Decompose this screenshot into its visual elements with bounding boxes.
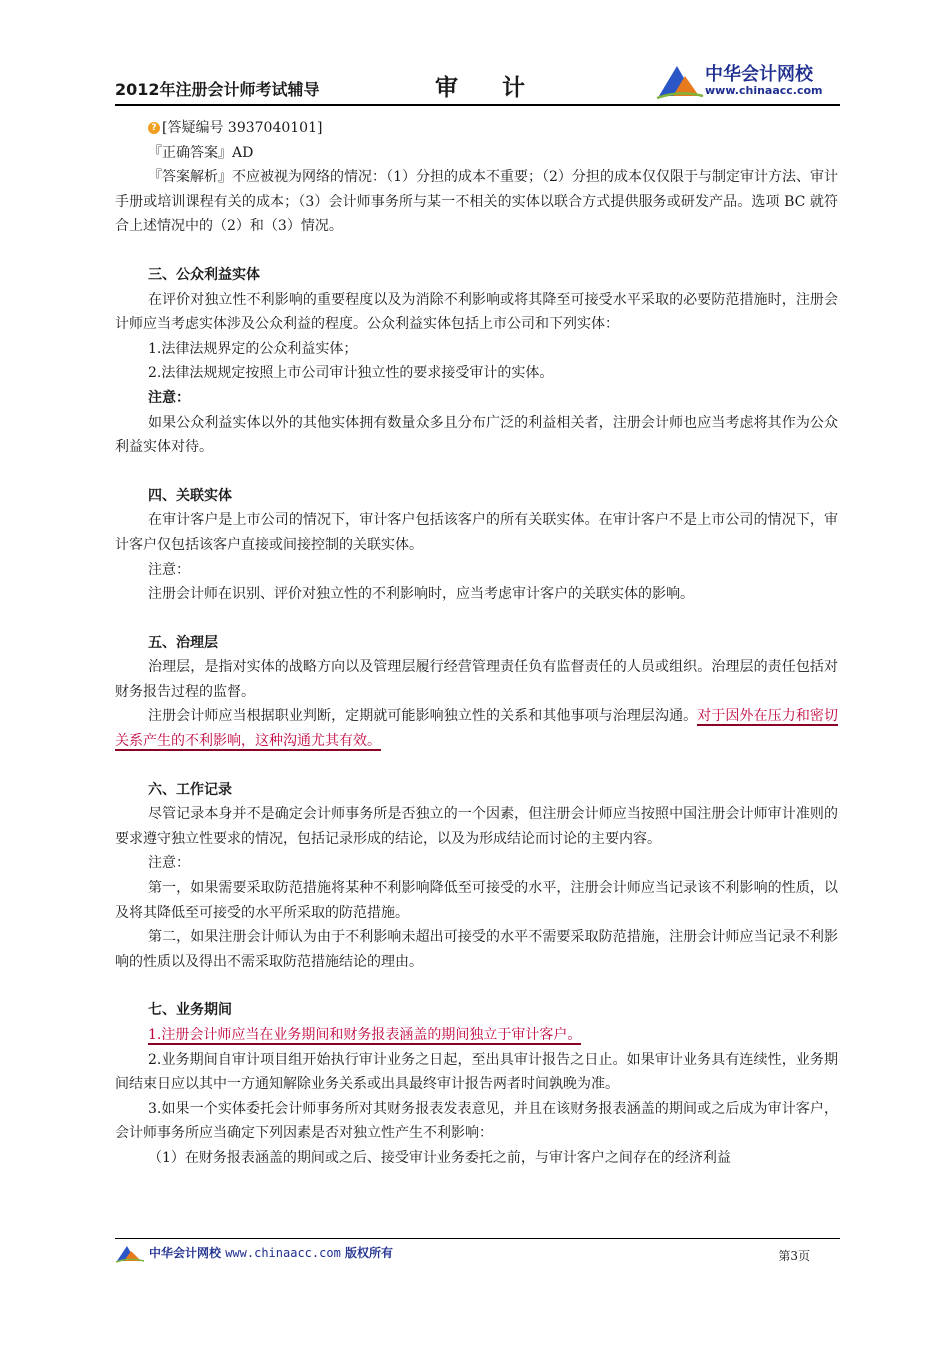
section-3-note: 如果公众利益实体以外的其他实体拥有数量众多且分布广泛的利益相关者，注册会计师也应当考虑将其作为公众利益实体对待。	[115, 414, 838, 456]
section-5-text: 注册会计师应当根据职业判断，定期就可能影响独立性的关系和其他事项与治理层沟通。	[148, 708, 698, 725]
qa-id: [答疑编号 3937040101]	[162, 120, 323, 136]
section-3-heading: 三、公众利益实体	[148, 266, 260, 283]
question-mark-icon[interactable]: ?	[148, 122, 160, 134]
section-3-note-label: 注意：	[148, 389, 190, 406]
highlighted-item: 1.注册会计师应当在业务期间和财务报表涵盖的期间独立于审计客户。	[148, 1027, 582, 1043]
footer-rights: 版权所有	[344, 1246, 393, 1260]
section-6-note-label: 注意：	[148, 855, 190, 872]
page-body	[115, 116, 838, 1171]
section-7-item-1	[115, 1023, 838, 1048]
section-6-paragraph: 尽管记录本身并不是确定会计师事务所是否独立的一个因素，但注册会计师应当按照中国注册会计师审计准则的要求遵守独立性要求的情况，包括记录形成的结论，以及为形成结论而讨论的主要内容。	[115, 806, 838, 847]
section-5-paragraph-1: 治理层，是指对实体的战略方向以及管理层履行经营管理责任负有监督责任的人员或组织。治理层的责任包括对财务报告过程的监督。	[115, 659, 838, 700]
section-3-item-2: 2.法律法规规定按照上市公司审计独立性的要求接受审计的实体。	[148, 365, 554, 382]
page-header	[115, 58, 840, 106]
footer-copyright	[149, 1244, 393, 1261]
section-3-item-1: 1.法律法规界定的公众利益实体；	[148, 340, 358, 357]
qa-id-line	[115, 116, 838, 141]
footer-brand: 中华会计网校	[149, 1246, 222, 1260]
section-7-heading: 七、业务期间	[148, 1002, 232, 1019]
section-6-note-1: 第一，如果需要采取防范措施将某种不利影响降低至可接受的水平，注册会计师应当记录该不利影响的性质，以及将其降低至可接受的水平所采取的防范措施。	[115, 880, 838, 921]
footer-logo-icon	[115, 1243, 145, 1263]
qa-analysis: 『答案解析』不应被视为网络的情况：（1）分担的成本不重要；（2）分担的成本仅仅限于与制定审计方法、审计手册或培训课程有关的成本；（3）会计师事务所与某一不相关的实体以联合方式提供服务或研发产品。选项 BC 就符合上述情况中的（2）和（3）情况。	[115, 169, 838, 235]
section-7-item-3: 3.如果一个实体委托会计师事务所对其财务报表发表意见，并且在该财务报表涵盖的期间或之后成为审计客户，会计师事务所应当确定下列因素是否对独立性产生不利影响：	[115, 1100, 838, 1142]
logo-url: www.chinaacc.com	[705, 84, 823, 97]
section-4-paragraph: 在审计客户是上市公司的情况下，审计客户包括该客户的所有关联实体。在审计客户不是上市公司的情况下，审计客户仅包括该客户直接或间接控制的关联实体。	[115, 512, 838, 553]
chinaacc-logo	[655, 58, 840, 102]
section-6-heading: 六、工作记录	[148, 781, 232, 798]
footer-url[interactable]: www.chinaacc.com	[225, 1246, 341, 1260]
section-4-heading: 四、关联实体	[148, 487, 232, 504]
qa-answer: 『正确答案』AD	[148, 144, 254, 161]
exam-title: 2012年注册会计师考试辅导	[115, 80, 320, 99]
section-5-paragraph-2	[115, 704, 838, 753]
section-5-heading: 五、治理层	[148, 634, 218, 651]
page-number: 第3页	[778, 1249, 810, 1263]
page-footer	[115, 1238, 840, 1265]
section-7-item-2: 2.业务期间自审计项目组开始执行审计业务之日起，至出具审计报告之日止。如果审计业务具有连续性，业务期间结束日应以其中一方通知解除业务关系或出具最终审计报告两者时间孰晚为准。	[115, 1051, 838, 1093]
logo-name: 中华会计网校	[705, 64, 813, 85]
highlighted-sentence: 对于因外在压力和密切关系产生的不利影响，这种沟通尤其有效。	[115, 708, 838, 750]
section-6-note-2: 第二，如果注册会计师认为由于不利影响未超出可接受的水平不需要采取防范措施，注册会计师应当记录不利影响的性质以及得出不需采取防范措施结论的理由。	[115, 929, 838, 970]
logo-mark-icon	[655, 60, 705, 100]
subject-title: 审计	[435, 75, 569, 101]
section-3-paragraph: 在评价对独立性不利影响的重要程度以及为消除不利影响或将其降至可接受水平采取的必要防范措施时，注册会计师应当考虑实体涉及公众利益的程度。公众利益实体包括上市公司和下列实体：	[115, 291, 838, 333]
section-4-note-label: 注意：	[148, 561, 190, 578]
section-7-item-3-1: （1）在财务报表涵盖的期间或之后、接受审计业务委托之前，与审计客户之间存在的经济利益	[148, 1149, 731, 1166]
section-4-note: 注册会计师在识别、评价对独立性的不利影响时，应当考虑审计客户的关联实体的影响。	[148, 586, 694, 603]
